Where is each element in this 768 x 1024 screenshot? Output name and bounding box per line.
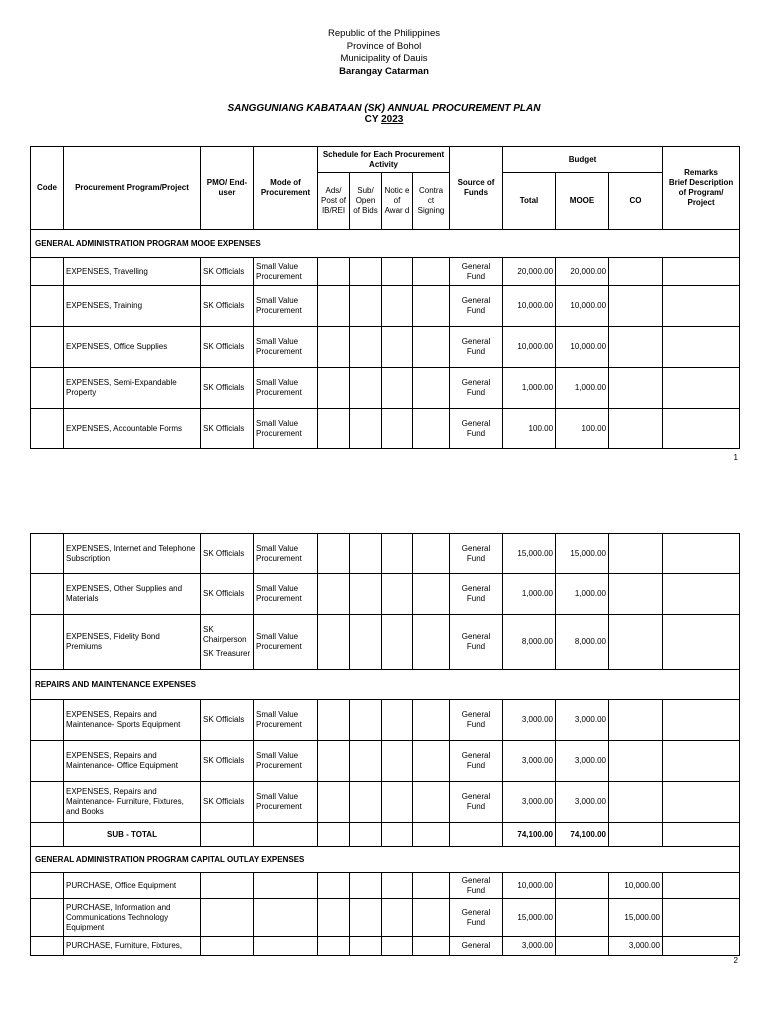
table-row (31, 327, 740, 368)
subtotal-total: 74,100.00 (503, 823, 556, 847)
source-cell: General Fund (450, 534, 503, 574)
co-cell (609, 368, 663, 409)
page-number-2: 2 (733, 956, 738, 965)
source-cell: General Fund (450, 782, 503, 823)
program-cell: EXPENSES, Office Supplies (64, 327, 201, 368)
col-code: Code (31, 147, 64, 230)
program-cell: PURCHASE, Office Equipment (64, 873, 201, 899)
program-cell: EXPENSES, Repairs and Maintenance- Office Equipment (64, 741, 201, 782)
mode-cell: Small Value Procurement (254, 258, 318, 286)
document-header (0, 28, 768, 78)
table-row (31, 615, 740, 670)
source-cell: General Fund (450, 899, 503, 937)
total-cell: 10,000.00 (503, 873, 556, 899)
table-row (31, 534, 740, 574)
mooe-cell: 1,000.00 (556, 574, 609, 615)
program-cell: EXPENSES, Other Supplies and Materials (64, 574, 201, 615)
table-row (31, 700, 740, 741)
procurement-table-page1 (30, 146, 740, 449)
program-cell: EXPENSES, Repairs and Maintenance- Furniture, Fixtures, and Books (64, 782, 201, 823)
col-sub: Sub/ Open of Bids (350, 173, 382, 230)
table-row (31, 899, 740, 937)
pmo-treasurer: SK Treasurer (203, 649, 251, 658)
total-cell: 8,000.00 (503, 615, 556, 670)
mode-cell: Small Value Procurement (254, 574, 318, 615)
total-cell: 20,000.00 (503, 258, 556, 286)
pmo-cell: SK Officials (201, 741, 254, 782)
pmo-cell: SK Officials (201, 286, 254, 327)
section-capital-outlay: GENERAL ADMINISTRATION PROGRAM CAPITAL OUTLAY EXPENSES (31, 847, 740, 873)
source-cell: General Fund (450, 286, 503, 327)
table-row (31, 286, 740, 327)
pmo-cell: SK Officials (201, 409, 254, 449)
subtotal-mooe: 74,100.00 (556, 823, 609, 847)
pmo-cell: SK Officials (201, 258, 254, 286)
co-cell (609, 700, 663, 741)
co-cell (609, 258, 663, 286)
total-cell: 3,000.00 (503, 782, 556, 823)
mode-cell: Small Value Procurement (254, 368, 318, 409)
remarks-sub-label: Brief Description of Program/ Project (668, 178, 734, 207)
barangay-line: Barangay Catarman (339, 65, 429, 77)
program-cell: EXPENSES, Internet and Telephone Subscription (64, 534, 201, 574)
section-mooe: GENERAL ADMINISTRATION PROGRAM MOOE EXPENSES (31, 230, 740, 258)
pmo-cell: SK Officials (201, 327, 254, 368)
co-cell (609, 615, 663, 670)
source-cell: General Fund (450, 700, 503, 741)
mooe-cell (556, 937, 609, 956)
procurement-table-page2 (30, 533, 740, 956)
country-line: Republic of the Philippines (328, 28, 440, 39)
source-cell: General Fund (450, 327, 503, 368)
municipality-line: Municipality of Dauis (340, 53, 428, 64)
col-schedule: Schedule for Each Procurement Activity (318, 147, 450, 173)
col-budget: Budget (503, 147, 663, 173)
pmo-chairperson: SK Chairperson (203, 625, 247, 644)
title-main: SANGGUNIANG KABATAAN (SK) ANNUAL PROCUREMENT PLAN (227, 103, 541, 114)
title-year: CY 2023 (364, 114, 404, 125)
total-cell: 3,000.00 (503, 700, 556, 741)
mode-cell: Small Value Procurement (254, 782, 318, 823)
mooe-cell: 20,000.00 (556, 258, 609, 286)
total-cell: 1,000.00 (503, 574, 556, 615)
pmo-cell (201, 615, 254, 670)
program-cell: PURCHASE, Information and Communications Technology Equipment (64, 899, 201, 937)
co-cell: 3,000.00 (609, 937, 663, 956)
mooe-cell: 3,000.00 (556, 782, 609, 823)
pmo-cell: SK Officials (201, 700, 254, 741)
mooe-cell (556, 899, 609, 937)
mooe-cell (556, 873, 609, 899)
year-value: 2023 (381, 114, 404, 125)
page-number-1: 1 (733, 453, 738, 462)
mooe-cell: 15,000.00 (556, 534, 609, 574)
program-cell: EXPENSES, Fidelity Bond Premiums (64, 615, 201, 670)
co-cell (609, 574, 663, 615)
mooe-cell: 8,000.00 (556, 615, 609, 670)
co-cell (609, 409, 663, 449)
source-cell: General Fund (450, 615, 503, 670)
mode-cell: Small Value Procurement (254, 534, 318, 574)
mode-cell: Small Value Procurement (254, 700, 318, 741)
pmo-cell: SK Officials (201, 782, 254, 823)
source-cell: General Fund (450, 368, 503, 409)
col-remarks (663, 147, 740, 230)
pmo-cell: SK Officials (201, 574, 254, 615)
table-row (31, 741, 740, 782)
province-line: Province of Bohol (346, 40, 422, 52)
source-cell: General Fund (450, 258, 503, 286)
program-cell: EXPENSES, Travelling (64, 258, 201, 286)
total-cell: 15,000.00 (503, 534, 556, 574)
program-cell: EXPENSES, Repairs and Maintenance- Sports Equipment (64, 700, 201, 741)
table-row (31, 873, 740, 899)
subtotal-row (31, 823, 740, 847)
mooe-cell: 100.00 (556, 409, 609, 449)
source-cell: General Fund (450, 409, 503, 449)
col-co: CO (609, 173, 663, 230)
total-cell: 3,000.00 (503, 937, 556, 956)
total-cell: 10,000.00 (503, 327, 556, 368)
table-row (31, 409, 740, 449)
mooe-cell: 3,000.00 (556, 700, 609, 741)
col-mode: Mode of Procurement (254, 147, 318, 230)
source-cell: General Fund (450, 574, 503, 615)
mode-cell: Small Value Procurement (254, 409, 318, 449)
co-cell: 15,000.00 (609, 899, 663, 937)
col-program: Procurement Program/Project (64, 147, 201, 230)
program-cell: EXPENSES, Accountable Forms (64, 409, 201, 449)
remarks-label: Remarks (684, 168, 718, 177)
col-pmo: PMO/ End-user (201, 147, 254, 230)
mooe-cell: 3,000.00 (556, 741, 609, 782)
mode-cell: Small Value Procurement (254, 327, 318, 368)
pmo-cell: SK Officials (201, 368, 254, 409)
table-row (31, 937, 740, 956)
co-cell (609, 534, 663, 574)
col-notice: Notic e of Awar d (382, 173, 413, 230)
co-cell (609, 327, 663, 368)
co-cell (609, 782, 663, 823)
col-contract: Contra ct Signing (413, 173, 450, 230)
program-cell: EXPENSES, Training (64, 286, 201, 327)
program-cell: EXPENSES, Semi-Expandable Property (64, 368, 201, 409)
col-source: Source of Funds (450, 147, 503, 230)
col-total: Total (503, 173, 556, 230)
co-cell: 10,000.00 (609, 873, 663, 899)
total-cell: 1,000.00 (503, 368, 556, 409)
source-cell: General Fund (450, 741, 503, 782)
mooe-cell: 10,000.00 (556, 327, 609, 368)
source-cell: General Fund (450, 873, 503, 899)
source-cell: General (450, 937, 503, 956)
mode-cell: Small Value Procurement (254, 286, 318, 327)
table-row (31, 782, 740, 823)
mode-cell: Small Value Procurement (254, 741, 318, 782)
document-title (0, 103, 768, 125)
mooe-cell: 1,000.00 (556, 368, 609, 409)
section-repairs: REPAIRS AND MAINTENANCE EXPENSES (31, 670, 740, 700)
total-cell: 3,000.00 (503, 741, 556, 782)
table-row (31, 574, 740, 615)
total-cell: 15,000.00 (503, 899, 556, 937)
table-row (31, 368, 740, 409)
co-cell (609, 741, 663, 782)
co-cell (609, 286, 663, 327)
mooe-cell: 10,000.00 (556, 286, 609, 327)
table-row (31, 258, 740, 286)
col-mooe: MOOE (556, 173, 609, 230)
pmo-cell: SK Officials (201, 534, 254, 574)
total-cell: 100.00 (503, 409, 556, 449)
mode-cell: Small Value Procurement (254, 615, 318, 670)
program-cell: PURCHASE, Furniture, Fixtures, (64, 937, 201, 956)
subtotal-label: SUB - TOTAL (64, 823, 201, 847)
col-ads: Ads/ Post of IB/REI (318, 173, 350, 230)
total-cell: 10,000.00 (503, 286, 556, 327)
